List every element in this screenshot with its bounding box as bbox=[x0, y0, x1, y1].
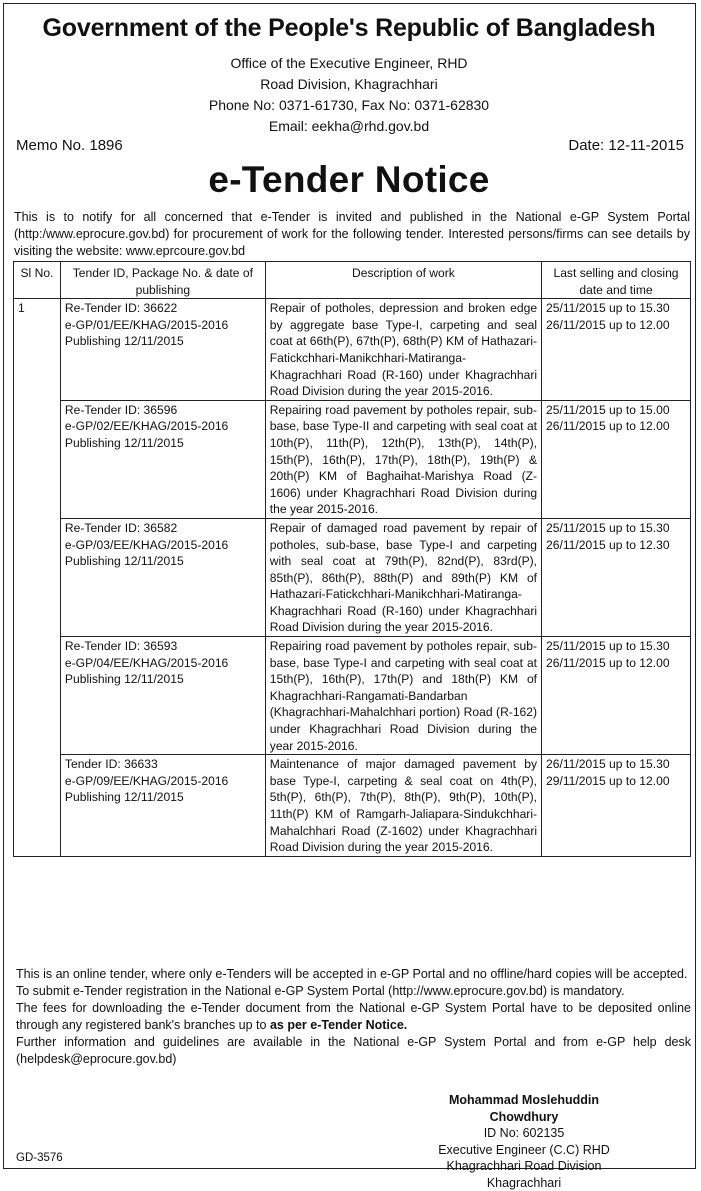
dates-cell bbox=[542, 299, 691, 401]
last-selling-date: 26/11/2015 up to 15.30 bbox=[546, 756, 686, 773]
notice-title: e-Tender Notice bbox=[4, 159, 694, 201]
package-number: e-GP/03/EE/KHAG/2015-2016 bbox=[65, 537, 261, 554]
table-header-row bbox=[14, 262, 691, 299]
serial-number: 1 bbox=[14, 299, 61, 857]
tender-id-cell bbox=[60, 400, 265, 518]
tender-id: Re-Tender ID: 36582 bbox=[65, 520, 261, 537]
header-sl: Sl No. bbox=[14, 262, 61, 299]
closing-date: 26/11/2015 up to 12.00 bbox=[546, 317, 686, 334]
fees-deadline: as per e-Tender Notice. bbox=[270, 1018, 407, 1032]
dates-cell bbox=[542, 518, 691, 636]
tender-id-cell bbox=[60, 518, 265, 636]
dates-cell bbox=[542, 400, 691, 518]
publishing-date: Publishing 12/11/2015 bbox=[65, 435, 261, 452]
table-row bbox=[14, 755, 691, 857]
tender-id-cell bbox=[60, 637, 265, 755]
publishing-date: Publishing 12/11/2015 bbox=[65, 671, 261, 688]
footer-note-helpdesk: Further information and guidelines are available in the National e-GP System Portal and from e-GP help desk (helpdesk@eprocure.gov.bd) bbox=[16, 1034, 691, 1068]
closing-date: 26/11/2015 up to 12.30 bbox=[546, 537, 686, 554]
closing-date: 26/11/2015 up to 12.00 bbox=[546, 655, 686, 672]
government-title: Government of the People's Republic of Bangladesh bbox=[4, 14, 694, 43]
tender-id: Re-Tender ID: 36596 bbox=[65, 402, 261, 419]
last-selling-date: 25/11/2015 up to 15.30 bbox=[546, 520, 686, 537]
signatory-place: Khagrachhari bbox=[414, 1175, 634, 1191]
footer-notes bbox=[16, 966, 691, 1068]
intro-paragraph: This is to notify for all concerned that e-Tender is invited and published in the National e-GP System Portal (http:/www.eprocure.gov.bd) for procurement of work for the following tender. Interested persons/firms can see details by visiting the website: www.eprcoure.gov.bd bbox=[14, 209, 690, 260]
last-selling-date: 25/11/2015 up to 15.30 bbox=[546, 638, 686, 655]
package-number: e-GP/02/EE/KHAG/2015-2016 bbox=[65, 418, 261, 435]
dates-cell bbox=[542, 637, 691, 755]
tender-id-cell bbox=[60, 755, 265, 857]
footer-note-registration: To submit e-Tender registration in the National e-GP System Portal (http://www.eprocure.gov.bd) is mandatory. bbox=[16, 983, 691, 1000]
work-description: Repairing road pavement by potholes repair, sub-base, base Type-I and carpeting with seal coat at 15th(P), 16th(P), 17th(P) and 18th(P) KM of Khagrachhari-Rangamati-Bandarban (Khagrachhari-Mahalchhari portion) Road (R-162) under Khagrachhari Road Division during the year 2015-2016. bbox=[265, 637, 541, 755]
work-description: Repair of damaged road pavement by repair of potholes, sub-base, base Type-I and carpeting with seal coat at 79th(P), 82nd(P), 83rd(P), 85th(P), 86th(P), 88th(P) and 89th(P) KM of Hathazari-Fatickchhari-Manikchhari-Matiranga-Khagrachhari Road (R-160) under Khagrachhari Road Division during the year 2015-2016. bbox=[265, 518, 541, 636]
gd-number: GD-3576 bbox=[16, 1152, 63, 1164]
memo-number: Memo No. 1896 bbox=[16, 137, 123, 154]
office-name: Office of the Executive Engineer, RHD bbox=[4, 55, 694, 71]
signature-block bbox=[414, 1092, 634, 1191]
phone-fax: Phone No: 0371-61730, Fax No: 0371-62830 bbox=[4, 97, 694, 113]
signatory-division: Khagrachhari Road Division bbox=[414, 1158, 634, 1175]
footer-note-online: This is an online tender, where only e-Tenders will be accepted in e-GP Portal and no offline/hard copies will be accepted. bbox=[16, 966, 691, 983]
notice-frame bbox=[3, 3, 696, 1169]
notice-date: Date: 12-11-2015 bbox=[568, 137, 684, 154]
tender-table bbox=[13, 261, 691, 857]
division-name: Road Division, Khagrachhari bbox=[4, 76, 694, 92]
work-description: Repair of potholes, depression and broken edge by aggregate base Type-I, carpeting and seal coat at 66th(P), 67th(P), 68th(P) KM of Hathazari-Fatickchhari-Manikchhari-Matiranga-Khagrachhari Road (R-160) under Khagrachhari Road Division during the year 2015-2016. bbox=[265, 299, 541, 401]
work-description: Maintenance of major damaged pavement by base Type-I, carpeting & seal coat on 4th(P), 5th(P), 6th(P), 7th(P), 8th(P), 9th(P), 10th(P), 11th(P) KM of Ramgarh-Jaliapara-Sindukchhari-Mahalchhari Road (Z-1602) under Khagrachhari Road Division during the year 2015-2016. bbox=[265, 755, 541, 857]
table-row bbox=[14, 637, 691, 755]
signatory-name: Mohammad Moslehuddin Chowdhury bbox=[414, 1092, 634, 1125]
table-row bbox=[14, 299, 691, 401]
header-description: Description of work bbox=[265, 262, 541, 299]
footer-note-fees bbox=[16, 1000, 691, 1034]
last-selling-date: 25/11/2015 up to 15.00 bbox=[546, 402, 686, 419]
fees-text: The fees for downloading the e-Tender document from the National e-GP System Portal have to be deposited online through any registered bank's branches up to bbox=[16, 1001, 691, 1032]
dates-cell bbox=[542, 755, 691, 857]
header-dates: Last selling and closing date and time bbox=[542, 262, 691, 299]
tender-id: Re-Tender ID: 36593 bbox=[65, 638, 261, 655]
table-row bbox=[14, 518, 691, 636]
package-number: e-GP/01/EE/KHAG/2015-2016 bbox=[65, 317, 261, 334]
last-selling-date: 25/11/2015 up to 15.30 bbox=[546, 300, 686, 317]
package-number: e-GP/09/EE/KHAG/2015-2016 bbox=[65, 773, 261, 790]
signatory-id: ID No: 602135 bbox=[414, 1125, 634, 1142]
work-description: Repairing road pavement by potholes repair, sub-base, base Type-II and carpeting with seal coat at 10th(P), 11th(P), 12th(P), 13th(P), 14th(P), 15th(P), 16th(P), 17th(P), 18th(P), 19th(P) & 20th(P) KM of Baghaihat-Marishya Road (Z-1606) under Khagrachhari Road Division during the year 2015-2016. bbox=[265, 400, 541, 518]
signatory-designation: Executive Engineer (C.C) RHD bbox=[414, 1142, 634, 1159]
email: Email: eekha@rhd.gov.bd bbox=[4, 118, 694, 134]
header-tender-id: Tender ID, Package No. & date of publishing bbox=[60, 262, 265, 299]
publishing-date: Publishing 12/11/2015 bbox=[65, 789, 261, 806]
tender-id-cell bbox=[60, 299, 265, 401]
tender-id: Tender ID: 36633 bbox=[65, 756, 261, 773]
publishing-date: Publishing 12/11/2015 bbox=[65, 333, 261, 350]
publishing-date: Publishing 12/11/2015 bbox=[65, 553, 261, 570]
table-row bbox=[14, 400, 691, 518]
package-number: e-GP/04/EE/KHAG/2015-2016 bbox=[65, 655, 261, 672]
tender-id: Re-Tender ID: 36622 bbox=[65, 300, 261, 317]
closing-date: 26/11/2015 up to 12.00 bbox=[546, 418, 686, 435]
closing-date: 29/11/2015 up to 12.00 bbox=[546, 773, 686, 790]
